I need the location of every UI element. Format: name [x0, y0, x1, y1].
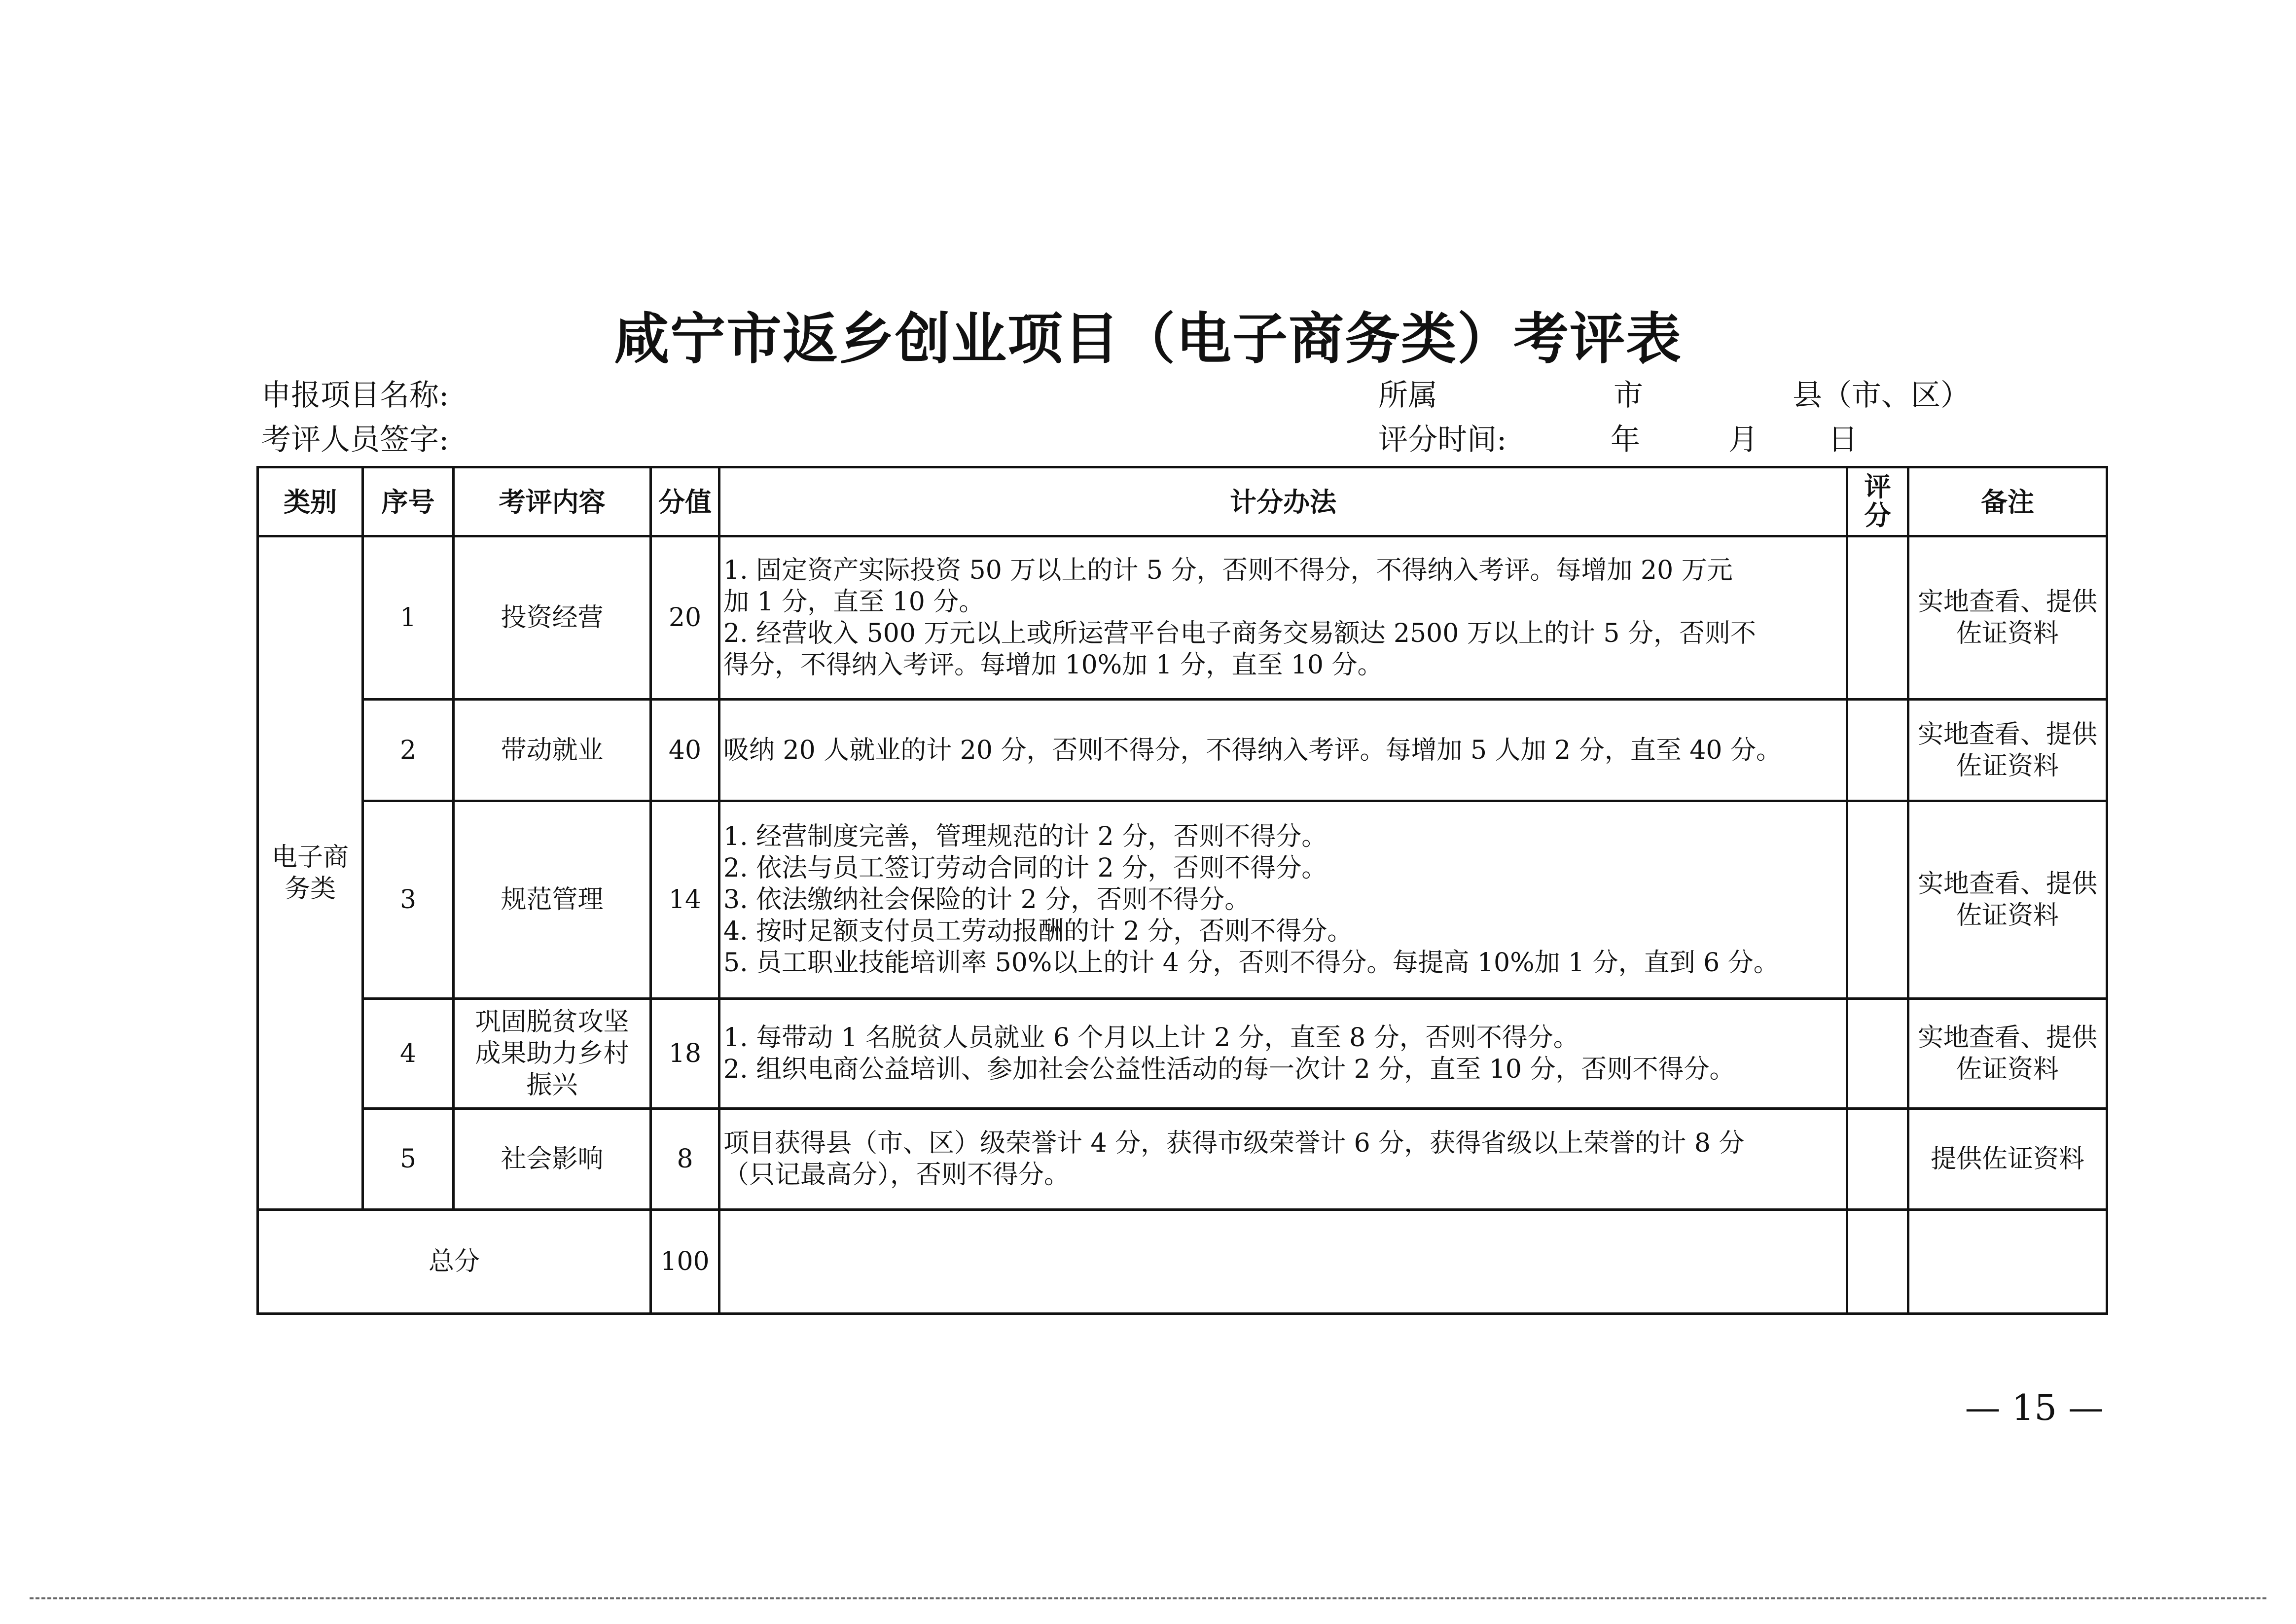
- row-content: 巩固脱贫攻坚成果助力乡村振兴: [454, 999, 651, 1109]
- bottom-divider: [30, 1597, 2266, 1599]
- row-remark: 实地查看、提供佐证资料: [1908, 536, 2107, 700]
- method-line: 得分，不得纳入考评。每增加 10%加 1 分，直至 10 分。: [723, 650, 1383, 680]
- month-label: 月: [1728, 423, 1758, 457]
- score-input-cell[interactable]: [1847, 999, 1908, 1109]
- table-header-row: [258, 467, 2107, 536]
- score-input-cell[interactable]: [1847, 1108, 1908, 1210]
- method-line: 1. 每带动 1 名脱贫人员就业 6 个月以上计 2 分，直至 8 分，否则不得分。: [723, 1023, 1579, 1053]
- row-remark: 实地查看、提供佐证资料: [1908, 801, 2107, 998]
- table-row: [258, 801, 2107, 998]
- year-label: 年: [1611, 423, 1640, 457]
- row-remark: 实地查看、提供佐证资料: [1908, 700, 2107, 801]
- county-label: 县（市、区）: [1793, 378, 1970, 413]
- method-line: 2. 经营收入 500 万元以上或所运营平台电子商务交易额达 2500 万以上的计 5 分，否则不: [723, 619, 1756, 649]
- reviewer-signature-label: 考评人员签字:: [261, 423, 449, 457]
- table-row: [258, 1108, 2107, 1210]
- header-no: 序号: [363, 467, 454, 536]
- method-line: 项目获得县（市、区）级荣誉计 4 分，获得市级荣誉计 6 分，获得省级以上荣誉的计 8 分: [723, 1129, 1745, 1159]
- city-label: 市: [1614, 378, 1643, 413]
- method-line: （只记最高分），否则不得分。: [723, 1160, 1070, 1190]
- method-line: 2. 组织电商公益培训、参加社会公益性活动的每一次计 2 分，直至 10 分，否则不得分。: [723, 1054, 1735, 1084]
- header-category: 类别: [258, 467, 363, 536]
- table-row: [258, 700, 2107, 801]
- total-points: 100: [651, 1210, 719, 1314]
- method-line: 1. 经营制度完善，管理规范的计 2 分，否则不得分。: [723, 822, 1327, 852]
- row-remark: 实地查看、提供佐证资料: [1908, 999, 2107, 1109]
- score-input-cell[interactable]: [1847, 801, 1908, 998]
- row-content: 投资经营: [454, 536, 651, 700]
- row-no: 2: [363, 700, 454, 801]
- header-score: 评分: [1847, 467, 1908, 536]
- total-label: 总分: [258, 1210, 651, 1314]
- row-method: [719, 801, 1847, 998]
- row-no: 5: [363, 1108, 454, 1210]
- total-score-cell[interactable]: [1847, 1210, 1908, 1314]
- belongs-label: 所属: [1378, 378, 1437, 413]
- row-content: 规范管理: [454, 801, 651, 998]
- row-method: [719, 700, 1847, 801]
- row-no: 1: [363, 536, 454, 700]
- page-number: — 15 —: [1965, 1387, 2104, 1428]
- method-line: 吸纳 20 人就业的计 20 分，否则不得分，不得纳入考评。每增加 5 人加 2 分，直至 40 分。: [723, 735, 1782, 765]
- header-method: 计分办法: [719, 467, 1847, 536]
- score-input-cell[interactable]: [1847, 700, 1908, 801]
- category-cell: 电子商务类: [258, 536, 363, 1210]
- table-row: [258, 999, 2107, 1109]
- total-remark-cell: [1908, 1210, 2107, 1314]
- row-no: 4: [363, 999, 454, 1109]
- day-label: 日: [1828, 423, 1858, 457]
- method-line: 1. 固定资产实际投资 50 万以上的计 5 分，否则不得分，不得纳入考评。每增加 20 万元: [723, 556, 1733, 586]
- method-line: 4. 按时足额支付员工劳动报酬的计 2 分，否则不得分。: [723, 917, 1353, 947]
- row-points: 8: [651, 1108, 719, 1210]
- evaluation-table: [256, 466, 2108, 1315]
- page-title: 咸宁市返乡创业项目（电子商务类）考评表: [614, 307, 1682, 371]
- table-row: [258, 536, 2107, 700]
- project-name-label: 申报项目名称:: [261, 378, 449, 413]
- row-method: [719, 536, 1847, 700]
- row-no: 3: [363, 801, 454, 998]
- total-row: [258, 1210, 2107, 1314]
- method-line: 2. 依法与员工签订劳动合同的计 2 分，否则不得分。: [723, 853, 1327, 883]
- row-content: 带动就业: [454, 700, 651, 801]
- header-points: 分值: [651, 467, 719, 536]
- row-method: [719, 1108, 1847, 1210]
- row-points: 40: [651, 700, 719, 801]
- total-method-cell: [719, 1210, 1847, 1314]
- header-remark: 备注: [1908, 467, 2107, 536]
- score-input-cell[interactable]: [1847, 536, 1908, 700]
- row-remark: 提供佐证资料: [1908, 1108, 2107, 1210]
- row-points: 14: [651, 801, 719, 998]
- method-line: 3. 依法缴纳社会保险的计 2 分，否则不得分。: [723, 885, 1251, 915]
- date-label: 评分时间:: [1378, 423, 1507, 457]
- row-points: 18: [651, 999, 719, 1109]
- row-content: 社会影响: [454, 1108, 651, 1210]
- method-line: 加 1 分，直至 10 分。: [723, 587, 985, 617]
- row-points: 20: [651, 536, 719, 700]
- method-line: 5. 员工职业技能培训率 50%以上的计 4 分，否则不得分。每提高 10%加 1 分，直到 6 分。: [723, 948, 1779, 978]
- header-content: 考评内容: [454, 467, 651, 536]
- row-method: [719, 999, 1847, 1109]
